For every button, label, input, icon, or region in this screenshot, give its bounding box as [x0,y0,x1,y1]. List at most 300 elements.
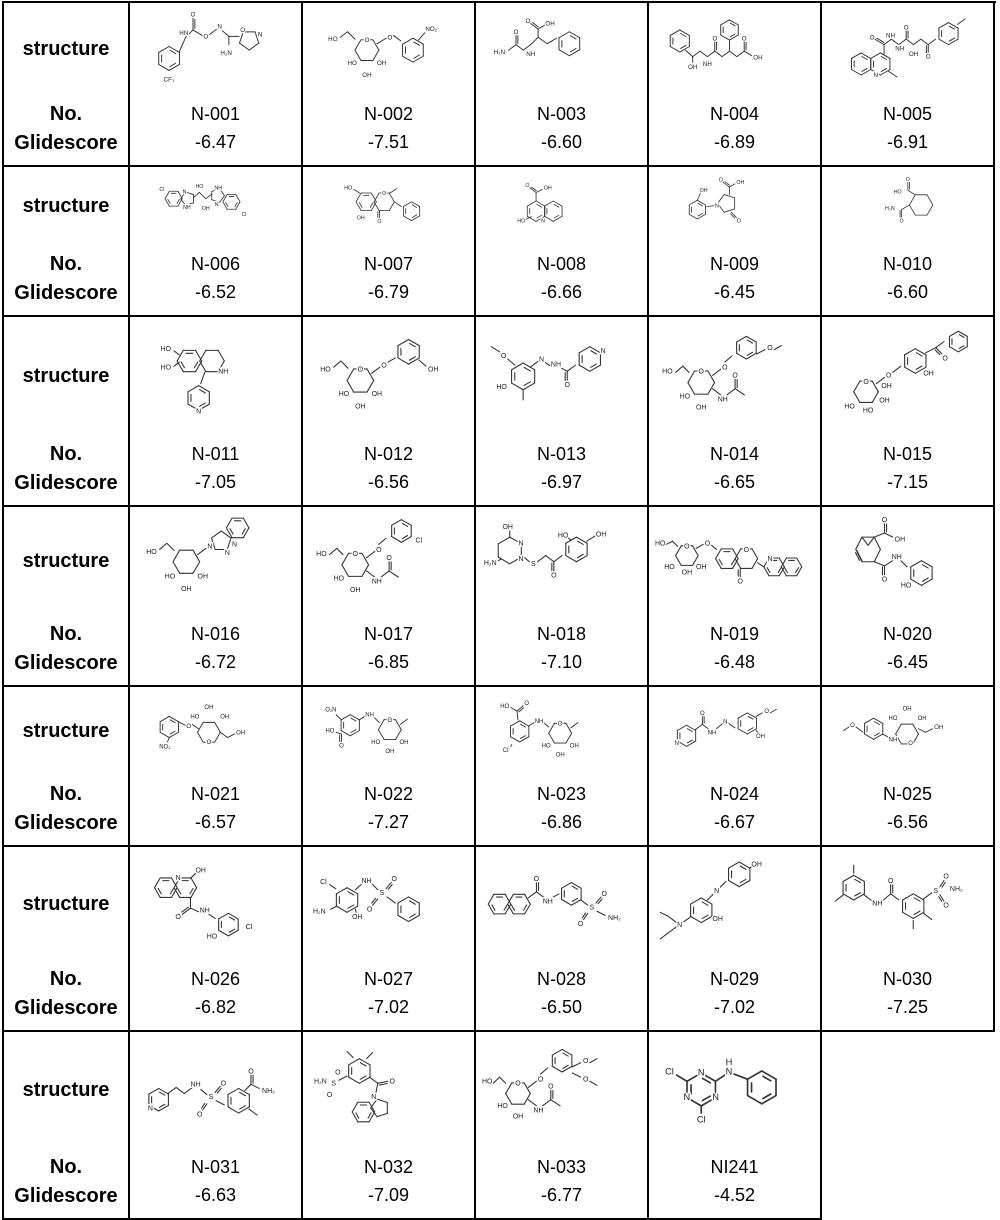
row-header-no: No. [49,442,83,465]
structure-image [303,3,474,96]
glidescore-value: -4.52 [713,1185,756,1205]
compound-no: N-033 [536,1156,587,1177]
svg-text:Cl: Cl [665,1065,675,1076]
svg-text:OH: OH [202,206,211,213]
svg-text:NH: NH [361,878,372,886]
glidescore-value: -6.77 [540,1185,583,1205]
svg-text:NH₂: NH₂ [608,915,622,923]
glidescore-value: -6.85 [367,652,410,672]
molecule-drawing [306,850,470,957]
svg-text:NH: NH [703,60,713,68]
structure-image [130,317,301,436]
table-block-row [4,687,996,847]
svg-text:O: O [386,555,393,563]
svg-text:Cl: Cl [503,747,509,754]
molecule-drawing [306,1036,470,1146]
row-header-structure: structure [22,720,110,742]
glidescore-value: -6.45 [713,282,756,302]
glidescore-value: -6.56 [886,812,929,832]
molecule-drawing [479,850,643,957]
svg-text:OH: OH [377,59,387,67]
svg-text:O: O [525,17,531,25]
svg-text:O: O [888,878,894,886]
svg-text:O: O [899,218,905,225]
compound-cell [476,847,649,1032]
svg-text:HO: HO [347,59,358,67]
svg-text:Cl: Cl [415,537,423,545]
compound-no: N-025 [882,783,933,804]
molecule-drawing [133,850,297,957]
svg-text:O: O [381,362,388,370]
svg-text:N: N [217,23,223,31]
table-block-row [4,317,996,507]
svg-text:OH: OH [751,861,763,869]
compound-no: N-001 [190,103,241,124]
compound-cell [822,507,995,687]
glidescore-value: -7.27 [367,812,410,832]
molecule-drawing [652,321,816,433]
svg-text:HO: HO [496,383,508,391]
compound-no: N-002 [363,103,414,124]
svg-text:OH: OH [934,724,944,731]
glidescore-value: -6.45 [886,652,929,672]
structure-image [303,1032,474,1149]
table-block-row [4,507,996,687]
compound-cell [130,507,303,687]
svg-text:OH: OH [181,586,192,594]
compound-no: N-020 [882,623,933,644]
compound-no: N-014 [709,443,760,464]
row-header-structure: structure [22,195,110,217]
svg-text:CF₃: CF₃ [164,76,175,84]
structure-image [649,3,820,96]
row-header-no: No. [49,102,83,125]
svg-text:NH: NH [372,578,383,586]
row-header-glidescore: Glidescore [14,812,118,834]
compound-cell [303,687,476,847]
svg-text:O: O [391,876,398,884]
compound-no: N-021 [190,783,241,804]
svg-text:N: N [726,1065,733,1076]
svg-text:OH: OH [355,403,367,411]
svg-text:HO: HO [190,714,200,721]
row-header-no: No. [49,252,83,275]
compound-cell [303,507,476,687]
compound-cell [130,687,303,847]
molecule-drawing [825,510,989,612]
svg-text:O: O [538,1076,544,1084]
svg-text:OH: OH [428,366,439,374]
row-header-no: No. [49,782,83,805]
svg-text:NH: NH [200,908,211,916]
compound-no: N-022 [363,783,414,804]
svg-text:S: S [209,1093,214,1101]
row-header-structure: structure [22,365,110,387]
glidescore-value: -6.89 [713,132,756,152]
molecule-drawing [825,169,989,243]
row-header-cell [4,317,130,507]
structure-image [476,687,647,776]
molecule-drawing [652,850,816,957]
compound-cell [476,317,649,507]
row-header-glidescore: Glidescore [14,132,118,154]
compound-no: N-006 [190,253,241,274]
glidescore-value: -6.82 [194,997,237,1017]
svg-text:O: O [886,372,892,380]
structure-image [130,687,301,776]
molecule-drawing [133,6,297,93]
svg-text:O: O [564,381,571,389]
svg-text:HO: HO [888,715,898,722]
svg-text:HO: HO [517,218,526,225]
svg-text:NH: NH [872,900,883,908]
svg-text:Cl: Cl [241,212,247,219]
compound-cell [649,687,822,847]
svg-text:OH: OH [712,916,724,924]
svg-text:O: O [705,540,711,548]
molecule-drawing [306,690,470,774]
svg-text:O: O [190,11,196,19]
structure-image [303,847,474,961]
svg-text:O: O [207,739,212,746]
svg-text:O: O [744,547,750,555]
compound-no: N-023 [536,783,587,804]
svg-text:O: O [377,219,382,226]
svg-text:O: O [203,33,209,41]
compound-no: N-008 [536,253,587,274]
svg-text:O: O [908,740,914,747]
compound-no: N-030 [882,968,933,989]
glidescore-value: -6.50 [540,997,583,1017]
svg-text:HO: HO [207,933,218,941]
svg-text:OH: OH [513,1112,524,1120]
glidescore-value: -7.10 [540,652,583,672]
glidescore-value: -6.48 [713,652,756,672]
glidescore-value: -6.60 [886,282,929,302]
compound-cell [303,167,476,317]
svg-text:HO: HO [655,540,666,548]
svg-text:O: O [352,551,359,559]
molecule-drawing [133,169,297,243]
structure-image [822,847,993,961]
svg-text:O: O [367,907,373,915]
svg-text:O: O [700,710,706,717]
compound-no: N-032 [363,1156,414,1177]
svg-text:O₂N: O₂N [325,707,337,714]
svg-text:OH: OH [570,743,580,750]
svg-text:HO: HO [664,564,676,572]
svg-text:O: O [732,372,739,380]
svg-text:O: O [870,34,875,42]
svg-text:OH: OH [736,180,745,187]
svg-text:NH: NH [526,50,536,58]
compound-no: N-017 [363,623,414,644]
compound-no: N-018 [536,623,587,644]
molecule-drawing [133,1036,297,1146]
glidescore-value: -6.72 [194,652,237,672]
compound-no: N-010 [882,253,933,274]
glidescore-value: -7.05 [194,472,237,492]
compound-no: N-011 [191,443,240,464]
row-header-structure: structure [22,38,110,60]
compound-cell [476,687,649,847]
svg-text:O: O [524,700,530,707]
glidescore-value: -7.02 [367,997,410,1017]
row-header-cell [4,847,130,1032]
svg-text:HO: HO [497,1102,509,1110]
structure-image [130,847,301,961]
structure-image [303,317,474,436]
svg-text:O: O [601,891,608,899]
svg-text:Cl: Cl [246,924,253,932]
row-header-structure: structure [22,1079,110,1101]
compound-no: N-007 [363,253,414,274]
svg-text:OH: OH [545,20,556,28]
svg-text:OH: OH [195,868,207,876]
svg-text:OH: OH [350,587,361,595]
molecule-drawing [652,6,816,93]
svg-text:O: O [943,902,950,910]
svg-text:Cl: Cl [697,1114,707,1125]
structure-image [130,3,301,96]
molecule-drawing [306,510,470,612]
svg-text:O: O [387,34,393,42]
svg-text:OH: OH [399,739,409,746]
compound-cell [476,507,649,687]
svg-text:S: S [933,888,939,896]
row-header-no: No. [49,1155,83,1178]
svg-text:O: O [737,578,744,586]
svg-text:NH: NH [543,898,554,906]
empty-region [822,1032,995,1220]
molecule-drawing [133,690,297,774]
svg-text:N: N [767,556,773,564]
molecule-drawing [479,169,643,243]
svg-text:O: O [382,191,387,198]
structure-image [822,167,993,246]
svg-text:OH: OH [753,54,764,62]
svg-text:NH: NH [886,32,896,40]
molecule-drawing [306,169,470,243]
compound-cell [822,317,995,507]
compound-cell [649,317,822,507]
structure-image [476,507,647,616]
row-header-glidescore: Glidescore [14,652,118,674]
svg-text:N: N [723,719,728,726]
compound-cell [649,167,822,317]
svg-text:NH: NH [895,45,905,53]
compound-cell [476,1032,649,1220]
molecule-drawing [652,690,816,774]
compound-cell [822,687,995,847]
svg-text:O: O [513,28,519,36]
compound-cell [649,507,822,687]
svg-text:O: O [220,1080,227,1088]
svg-text:O: O [850,722,856,729]
glidescore-value: -6.63 [194,1185,237,1205]
svg-text:OH: OH [204,704,214,711]
glidescore-value: -6.91 [886,132,929,152]
svg-text:HO: HO [500,703,510,710]
svg-text:O: O [942,354,949,362]
glidescore-value: -6.65 [713,472,756,492]
svg-text:HO: HO [894,189,903,196]
svg-text:OH: OH [357,215,366,222]
svg-text:S: S [380,890,385,898]
svg-text:N: N [683,1091,691,1102]
svg-text:HN: HN [179,29,189,37]
table-block-row [4,167,996,317]
svg-text:S: S [531,561,537,569]
structure-image [649,1032,820,1149]
svg-text:HO: HO [161,364,172,372]
svg-text:HO: HO [662,368,674,376]
molecule-drawing [825,321,989,433]
compound-cell [649,3,822,167]
structure-image [649,507,820,616]
svg-text:NH: NH [190,1081,202,1089]
svg-text:OH: OH [385,748,395,755]
molecule-drawing [479,321,643,433]
svg-text:O: O [548,1083,554,1091]
svg-text:Cl: Cl [159,187,165,194]
molecule-drawing [306,6,470,93]
svg-text:NH: NH [535,718,544,725]
svg-text:HO: HO [325,728,335,735]
svg-text:N: N [712,1091,720,1102]
svg-text:OH: OH [544,185,553,192]
compound-cell [130,167,303,317]
svg-text:N: N [698,1066,706,1077]
svg-text:HO: HO [558,532,569,540]
svg-text:O: O [583,1076,589,1084]
glidescore-value: -6.56 [367,472,410,492]
structure-image [130,507,301,616]
svg-text:H₂N: H₂N [484,560,498,568]
molecule-drawing [825,690,989,774]
svg-text:HO: HO [146,549,158,557]
svg-text:O: O [926,53,932,61]
svg-text:Cl: Cl [320,879,328,887]
compound-cell [822,167,995,317]
row-header-glidescore: Glidescore [14,997,118,1019]
structure-image [303,507,474,616]
svg-text:NH: NH [551,361,562,369]
glidescore-value: -6.79 [367,282,410,302]
svg-text:O: O [186,723,192,730]
svg-text:NH₂: NH₂ [262,1087,276,1095]
svg-text:HO: HO [339,390,350,398]
compound-no: N-012 [363,443,414,464]
svg-text:O: O [515,1080,522,1088]
compound-no: N-031 [190,1156,241,1177]
table-block-row [4,3,996,167]
structure-image [476,3,647,96]
svg-text:OH: OH [895,536,906,544]
svg-text:O: O [737,218,742,225]
molecule-drawing [652,169,816,243]
molecule-drawing [306,321,470,433]
molecule-drawing [133,321,297,433]
svg-text:NH: NH [708,729,717,736]
compound-cell [303,317,476,507]
svg-text:N: N [873,71,879,79]
structure-image [130,1032,301,1149]
compound-cell [649,847,822,1032]
svg-text:OH: OH [879,396,891,404]
compound-cell [822,3,995,167]
svg-text:O: O [248,1067,255,1075]
structure-image [822,687,993,776]
svg-text:OH: OH [502,524,514,532]
compound-cell [476,167,649,317]
structure-image [649,847,820,961]
svg-text:S: S [331,1080,337,1088]
svg-text:O: O [578,921,584,929]
svg-text:OH: OH [596,531,607,539]
svg-text:O: O [501,352,507,360]
svg-text:O: O [742,35,748,43]
compound-no: N-028 [536,968,587,989]
svg-text:O: O [389,1078,396,1086]
glidescore-value: -6.66 [540,282,583,302]
svg-text:O: O [364,36,370,44]
svg-text:N: N [225,550,231,558]
row-header-glidescore: Glidescore [14,1185,118,1207]
svg-text:O: O [943,874,950,882]
svg-text:HO: HO [680,392,691,400]
svg-text:O: O [767,344,774,352]
structure-image [130,167,301,246]
svg-text:N: N [258,31,263,39]
svg-text:O: O [764,708,770,715]
svg-text:OH: OH [682,569,693,577]
svg-text:HO: HO [161,345,172,353]
compound-cell [130,847,303,1032]
svg-text:HO: HO [334,575,345,583]
svg-text:H₂N: H₂N [494,48,506,56]
row-header-no: No. [49,622,83,645]
svg-text:N: N [207,543,213,551]
row-header-cell [4,167,130,317]
compound-no: N-024 [709,783,760,804]
svg-text:HO: HO [165,573,176,581]
glidescore-value: -6.86 [540,812,583,832]
svg-text:O: O [339,743,345,750]
compound-cell [303,847,476,1032]
svg-text:N: N [176,875,182,883]
svg-text:O: O [722,364,728,372]
svg-text:OH: OH [917,715,927,722]
compound-no: N-029 [709,968,760,989]
svg-text:O: O [335,1068,341,1076]
svg-text:N: N [232,541,238,549]
svg-text:N: N [148,1104,154,1112]
svg-text:O: O [534,876,540,884]
compound-no: NI241 [710,1156,759,1177]
svg-text:OH: OH [688,63,698,71]
compound-no: N-013 [536,443,587,464]
svg-text:O: O [197,1110,203,1118]
molecule-drawing [652,510,816,612]
structure-image [476,847,647,961]
molecule-drawing [825,6,989,93]
svg-text:O: O [327,1091,333,1099]
svg-text:OH: OH [696,564,707,572]
svg-text:N: N [518,540,525,548]
molecule-drawing [133,510,297,612]
svg-text:OH: OH [881,382,893,390]
